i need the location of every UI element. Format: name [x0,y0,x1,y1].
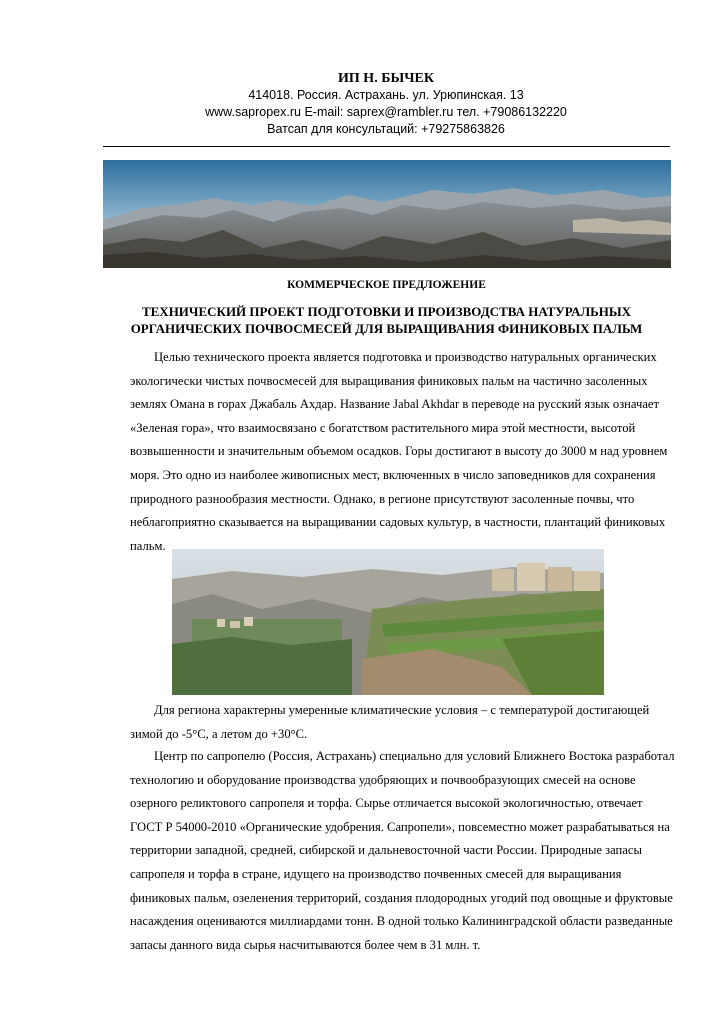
company-name: ИП Н. БЫЧЕК [338,71,434,86]
letterhead [100,70,672,138]
mountain-village-photo [172,549,604,695]
company-contacts: www.sapropex.ru E-mail: saprex@rambler.ru тел. +79086132220 [205,105,567,119]
paragraph-climate-text: Для региона характерны умеренные климатические условия – с температурой достигающей зимой до -5°С, а летом до +30°С. [130,703,650,741]
project-title [103,303,670,337]
project-title-line-1: ТЕХНИЧЕСКИЙ ПРОЕКТ ПОДГОТОВКИ И ПРОИЗВОДСТВА НАТУРАЛЬНЫХ [141,304,632,319]
paragraph-climate [130,699,675,746]
header-divider [103,146,670,147]
mountain-panorama-photo [103,160,671,268]
company-address: 414018. Россия. Астрахань. ул. Урюпинская. 13 [248,88,524,102]
paragraph-purpose [130,346,675,558]
project-title-line-2: ОРГАНИЧЕСКИХ ПОЧВОСМЕСЕЙ ДЛЯ ВЫРАЩИВАНИЯ ФИНИКОВЫХ ПАЛЬМ [130,321,643,336]
company-whatsapp: Ватсап для консультаций: +79275863826 [267,122,505,136]
paragraph-technology-text: Центр по сапропелю (Россия, Астрахань) специально для условий Ближнего Востока разработал технологию и оборудование производства удобряющих и почвообразующих смесей на основе озерного реликтового сапропеля и торфа. Сырье отличается высокой экологичностью, отвечает ГОСТ Р 54000-2010 «Органические удобрения. Сапропели», повсеместно может разрабатываться на территории западной, средней, сибирской и дальневосточной части России. Природные запасы сапропеля и торфа в стране, идущего на производство почвенных смесей для выращивания финиковых пальм, озеленения территорий, создания плодородных угодий под овощные и фруктовые насаждения оцениваются миллиардами тонн. В одной только Калининградской области разведанные запасы данного вида сырья насчитываются более чем в 31 млн. т. [130,749,675,952]
paragraph-technology [130,745,675,957]
offer-title: КОММЕРЧЕСКОЕ ПРЕДЛОЖЕНИЕ [287,279,486,291]
paragraph-purpose-text: Целью технического проекта является подготовка и производство натуральных органических экологически чистых почвосмесей для выращивания финиковых пальм на частично засоленных землях Омана в горах Джабаль Ахдар. Название Jabal Akhdar в переводе на русский язык означает «Зеленая гора», что взаимосвязано с богатством растительного мира этой местности, высотой возвышенности и значительным объемом осадков. Горы достигают в высоту до 3000 м над уровнем моря. Это одно из наиболее живописных мест, включенных в число заповедников для сохранения природного разнообразия местности. Однако, в регионе присутствуют засоленные почвы, что неблагоприятно сказывается на выращивании садовых культур, в частности, плантаций финиковых пальм. [130,350,668,553]
